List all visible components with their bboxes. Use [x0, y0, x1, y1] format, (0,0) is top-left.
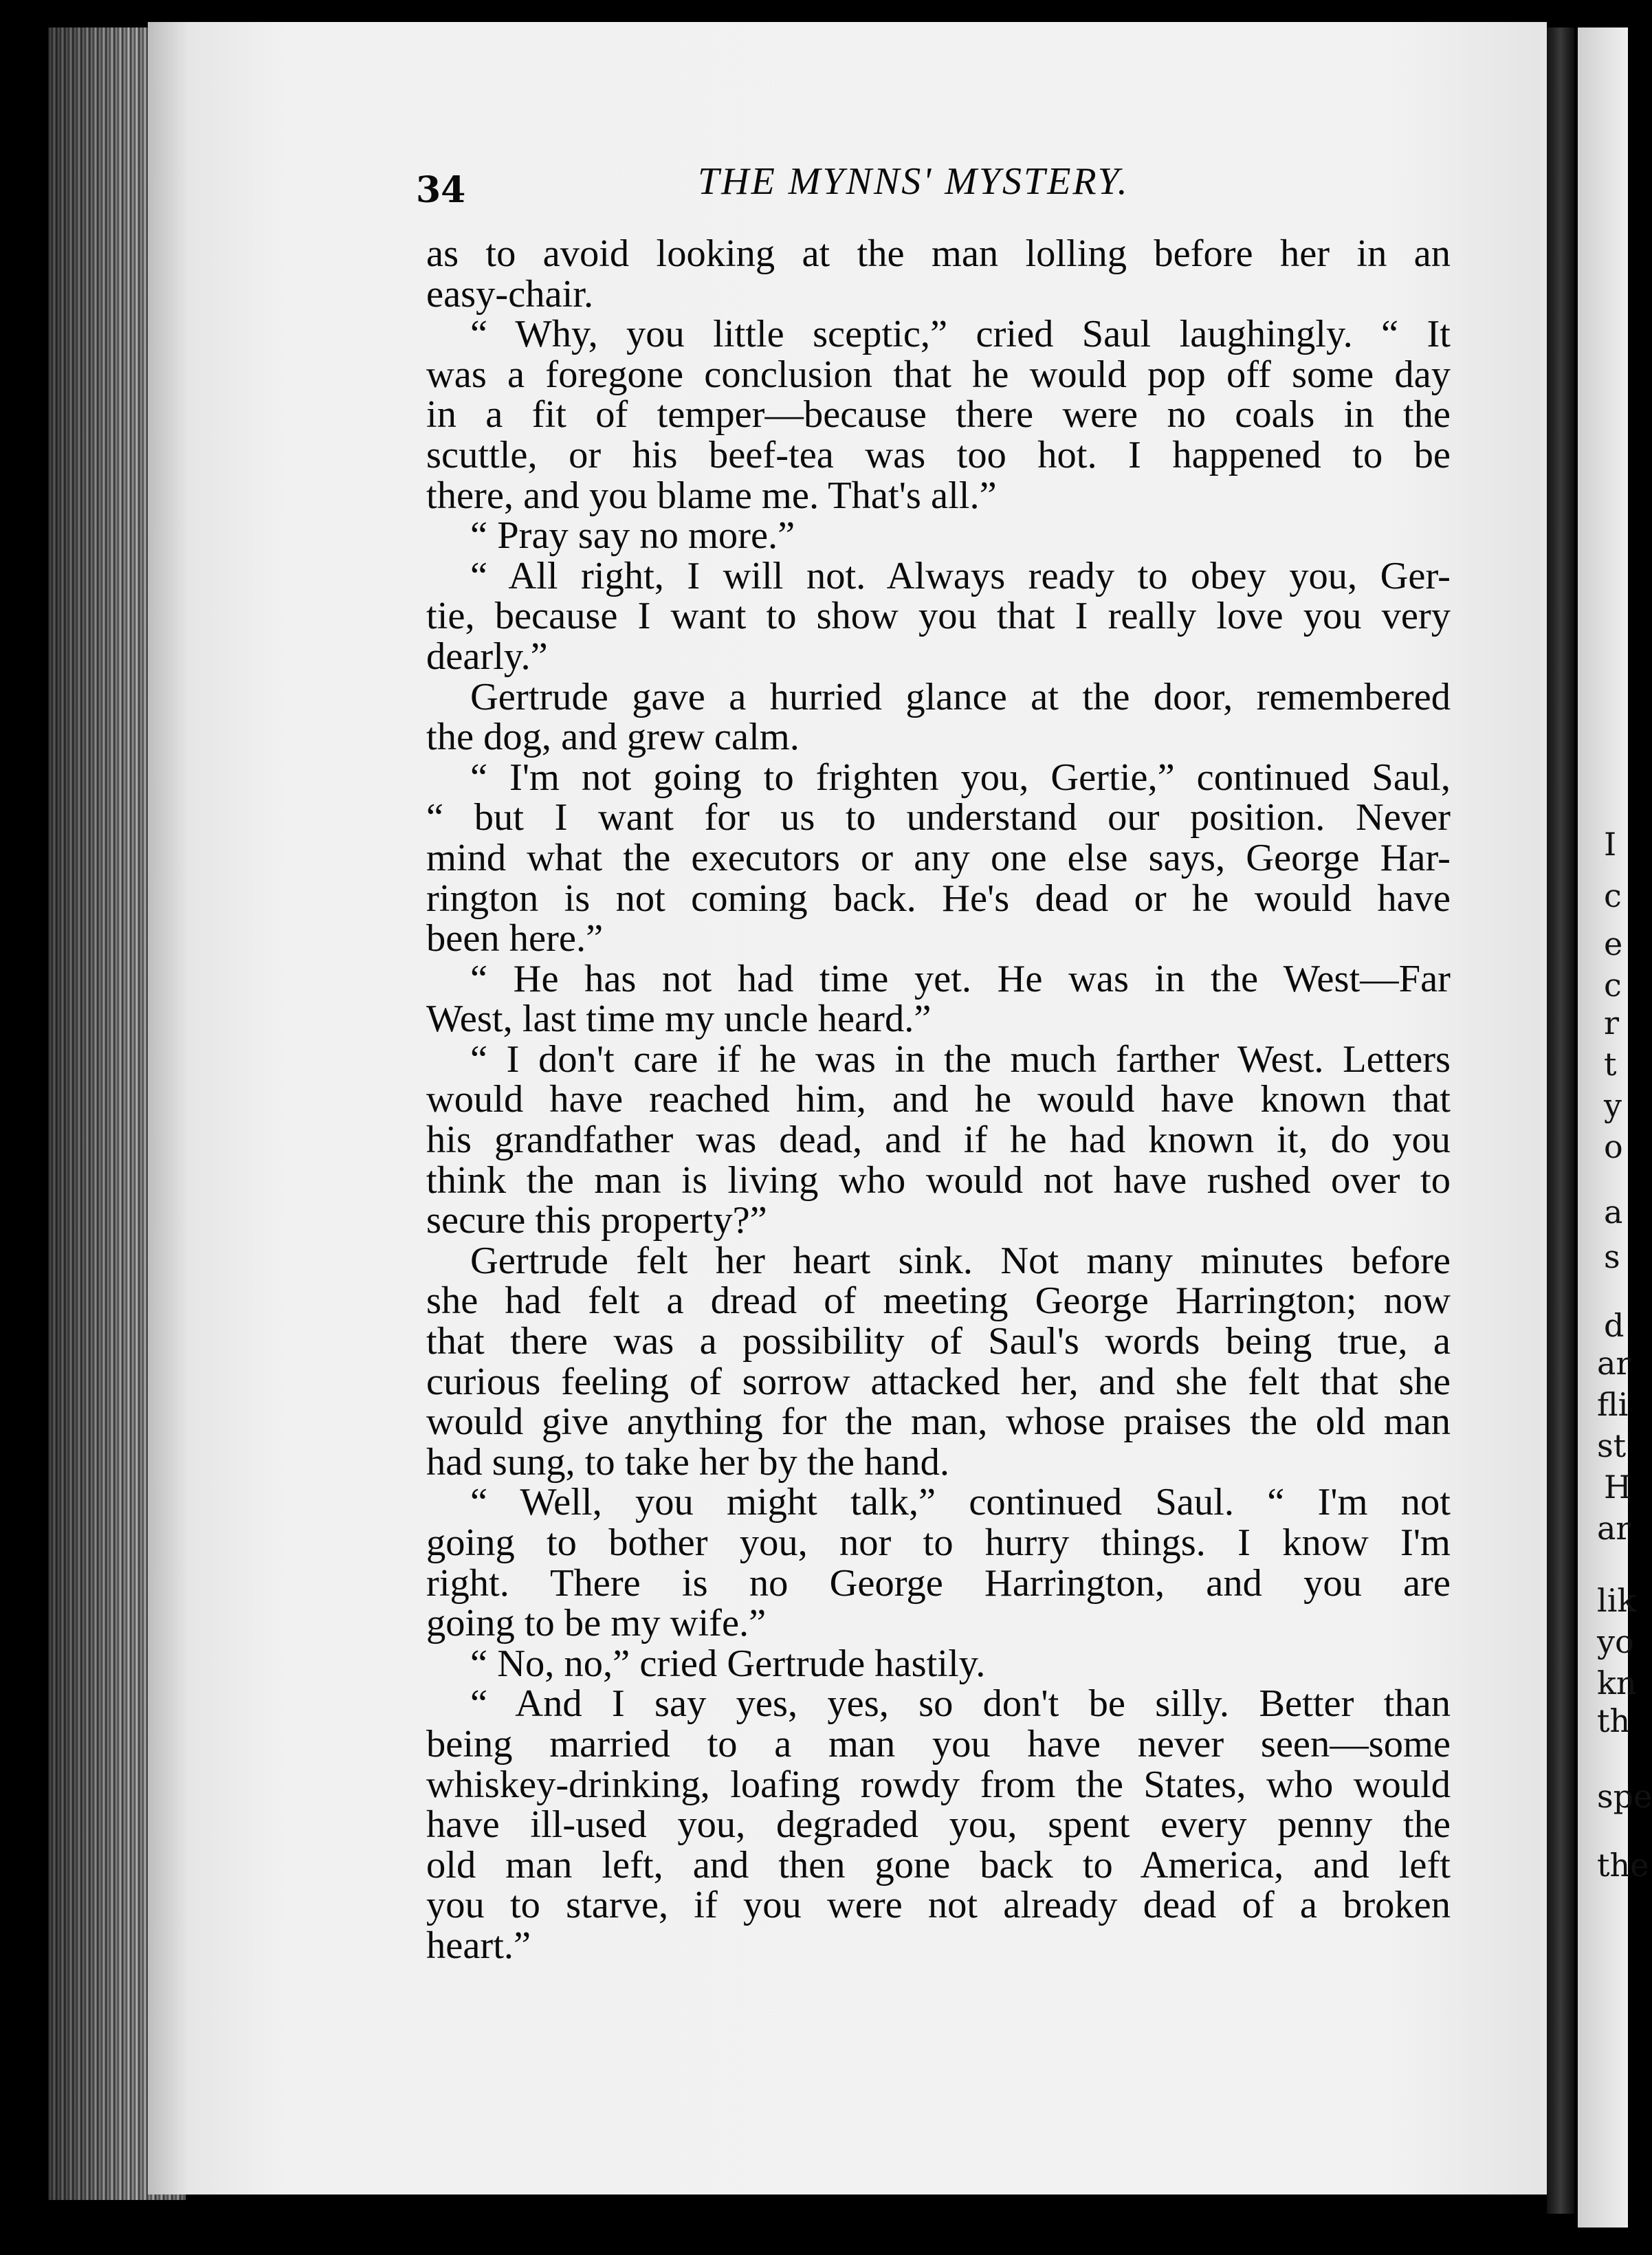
facing-page-fragment: o: [1604, 1128, 1623, 1165]
text-line: right. There is no George Harrington, and you are: [426, 1561, 1451, 1605]
facing-page-fragment: t: [1604, 1046, 1617, 1083]
text-line: in a fit of temper—because there were no coals in the: [426, 393, 1451, 437]
book-gutter: [1547, 28, 1574, 2214]
body-text: [426, 234, 1451, 1966]
text-line: had sung, to take her by the hand.: [426, 1440, 949, 1484]
text-line: “ And I say yes, yes, so don't be silly. Better than: [470, 1682, 1451, 1726]
text-line: was a foregone conclusion that he would pop off some day: [426, 353, 1451, 396]
facing-page-fragment: st: [1597, 1427, 1627, 1464]
facing-page-fragment: spe: [1597, 1778, 1652, 1815]
facing-page-fragment: lik: [1597, 1582, 1637, 1619]
text-line: Gertrude gave a hurried glance at the door, remembered: [470, 675, 1451, 718]
text-line: “ I'm not going to frighten you, Gertie,” continued Saul,: [470, 756, 1451, 799]
text-line: “ Pray say no more.”: [470, 514, 795, 558]
text-line: West, last time my uncle heard.”: [426, 998, 932, 1041]
facing-page-fragment: e: [1604, 925, 1623, 962]
facing-page-fragment: a: [1604, 1194, 1623, 1231]
text-line: “ No, no,” cried Gertrude hastily.: [470, 1642, 986, 1685]
facing-page-edge: [1578, 28, 1652, 2228]
facing-page-fragment: ar: [1597, 1510, 1631, 1547]
text-line: old man left, and then gone back to America, and left: [426, 1843, 1451, 1886]
text-line: whiskey-drinking, loafing rowdy from the States, who would: [426, 1763, 1451, 1806]
text-line: think the man is living who would not have rushed over to: [426, 1158, 1451, 1202]
text-line: “ but I want for us to understand our position. Never: [426, 796, 1451, 839]
text-line: the dog, and grew calm.: [426, 716, 800, 759]
text-line: being married to a man you have never seen—some: [426, 1722, 1451, 1766]
text-line: as to avoid looking at the man lolling before her in an: [426, 232, 1451, 275]
facing-page-fragment: c: [1604, 967, 1622, 1004]
text-line: “ Why, you little sceptic,” cried Saul laughingly. “ It: [470, 313, 1451, 356]
text-line: going to bother you, nor to hurry things. I know I'm: [426, 1521, 1451, 1564]
facing-page-fragment: c: [1604, 877, 1622, 914]
text-line: that there was a possibility of Saul's words being true, a: [426, 1320, 1451, 1363]
text-line: his grandfather was dead, and if he had known it, do you: [426, 1119, 1451, 1162]
text-line: you to starve, if you were not already dead of a broken: [426, 1884, 1451, 1927]
facing-page-fragment: s: [1604, 1238, 1620, 1275]
text-line: would have reached him, and he would have known that: [426, 1078, 1451, 1121]
facing-page-fragment: kn: [1597, 1664, 1637, 1702]
text-line: have ill-used you, degraded you, spent every penny the: [426, 1803, 1451, 1847]
text-line: tie, because I want to show you that I really love you very: [426, 595, 1451, 638]
text-line: easy-chair.: [426, 272, 594, 316]
text-line: she had felt a dread of meeting George Harrington; now: [426, 1279, 1451, 1323]
page-number: 34: [416, 169, 466, 211]
text-line: there, and you blame me. That's all.”: [426, 474, 997, 517]
text-line: Gertrude felt her heart sink. Not many minutes before: [470, 1239, 1451, 1282]
facing-page-fragment: I: [1604, 826, 1617, 863]
text-line: rington is not coming back. He's dead or he would have: [426, 877, 1451, 920]
text-line: heart.”: [426, 1924, 531, 1967]
facing-page-fragment: th: [1597, 1702, 1631, 1739]
facing-page-fragment: the: [1597, 1847, 1649, 1884]
facing-page-fragment: ar: [1597, 1345, 1631, 1382]
text-line: “ Well, you might talk,” continued Saul. “ I'm not: [470, 1481, 1451, 1524]
facing-page-fragment: yo: [1597, 1623, 1634, 1660]
text-line: been here.”: [426, 917, 604, 960]
text-line: going to be my wife.”: [426, 1602, 767, 1645]
text-line: “ All right, I will not. Always ready to obey you, Ger-: [470, 554, 1451, 597]
running-head: [416, 160, 1571, 211]
running-title: THE MYNNS' MYSTERY.: [698, 160, 1130, 203]
text-line: curious feeling of sorrow attacked her, and she felt that she: [426, 1360, 1451, 1403]
text-line: would give anything for the man, whose praises the old man: [426, 1400, 1451, 1444]
facing-page-fragment: d: [1604, 1307, 1625, 1344]
text-line: mind what the executors or any one else says, George Har-: [426, 836, 1451, 879]
facing-page-fragment: y: [1604, 1087, 1622, 1124]
text-line: dearly.”: [426, 635, 548, 678]
facing-page-fragment: fli: [1597, 1386, 1629, 1423]
text-line: “ He has not had time yet. He was in the West—Far: [470, 957, 1451, 1000]
text-line: “ I don't care if he was in the much farther West. Letters: [470, 1037, 1451, 1081]
facing-page-fragment: H: [1604, 1468, 1632, 1506]
text-line: secure this property?”: [426, 1199, 767, 1242]
facing-page-fragment: r: [1604, 1004, 1619, 1042]
text-line: scuttle, or his beef-tea was too hot. I happened to be: [426, 433, 1451, 476]
